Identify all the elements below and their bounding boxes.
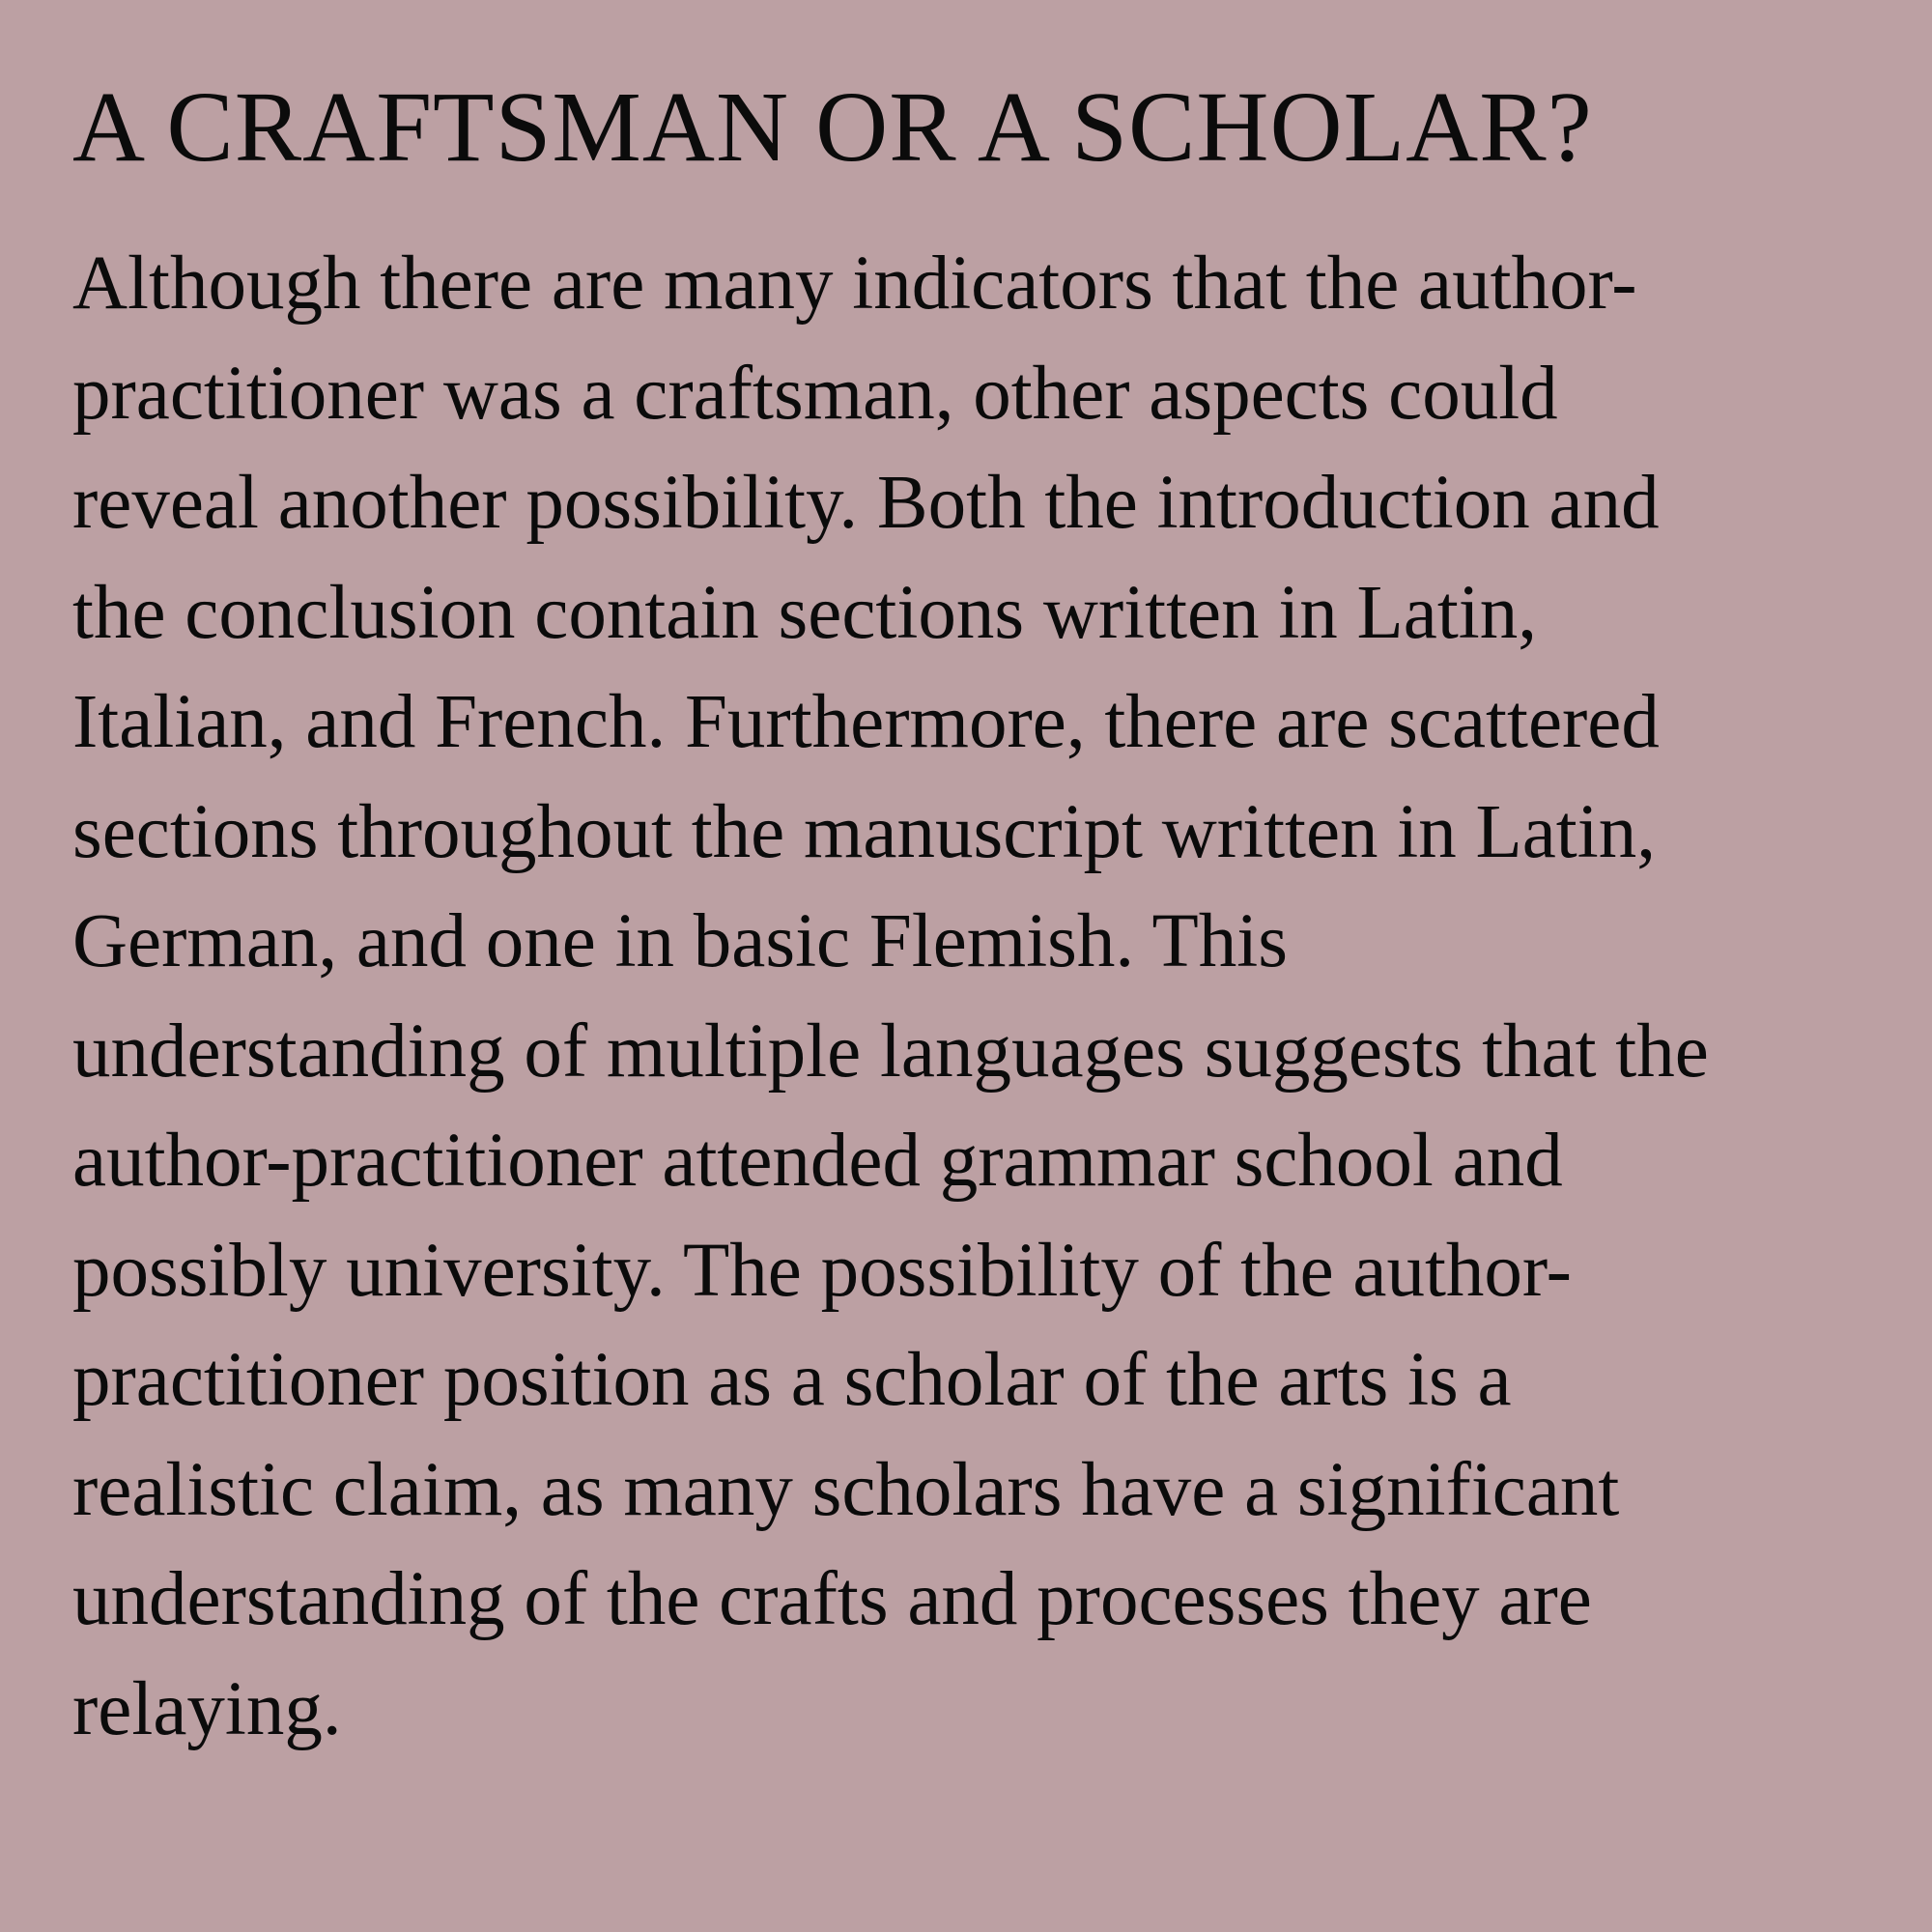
- body-line: practitioner was a craftsman, other aspects could: [72, 351, 1558, 436]
- body-line: German, and one in basic Flemish. This: [72, 899, 1288, 984]
- body-line: Although there are many indicators that the author-: [72, 242, 1637, 327]
- body-line: understanding of the crafts and processes they are: [72, 1557, 1592, 1642]
- body-line: understanding of multiple languages suggests that the: [72, 1009, 1709, 1094]
- body-line: possibly university. The possibility of the author-: [72, 1228, 1572, 1313]
- body-line: author-practitioner attended grammar school and: [72, 1119, 1563, 1204]
- body-line: Italian, and French. Furthermore, there are scattered: [72, 680, 1660, 765]
- page-title: A CRAFTSMAN OR A SCHOLAR?: [72, 71, 1593, 183]
- body-line: practitioner position as a scholar of the arts is a: [72, 1338, 1512, 1423]
- body-line: reveal another possibility. Both the introduction and: [72, 461, 1660, 546]
- body-line: sections throughout the manuscript written in Latin,: [72, 789, 1656, 874]
- body-line: relaying.: [72, 1666, 342, 1751]
- body-line: realistic claim, as many scholars have a significant: [72, 1447, 1620, 1532]
- body-line: the conclusion contain sections written in Latin,: [72, 570, 1538, 655]
- body-paragraph: [72, 229, 1864, 1764]
